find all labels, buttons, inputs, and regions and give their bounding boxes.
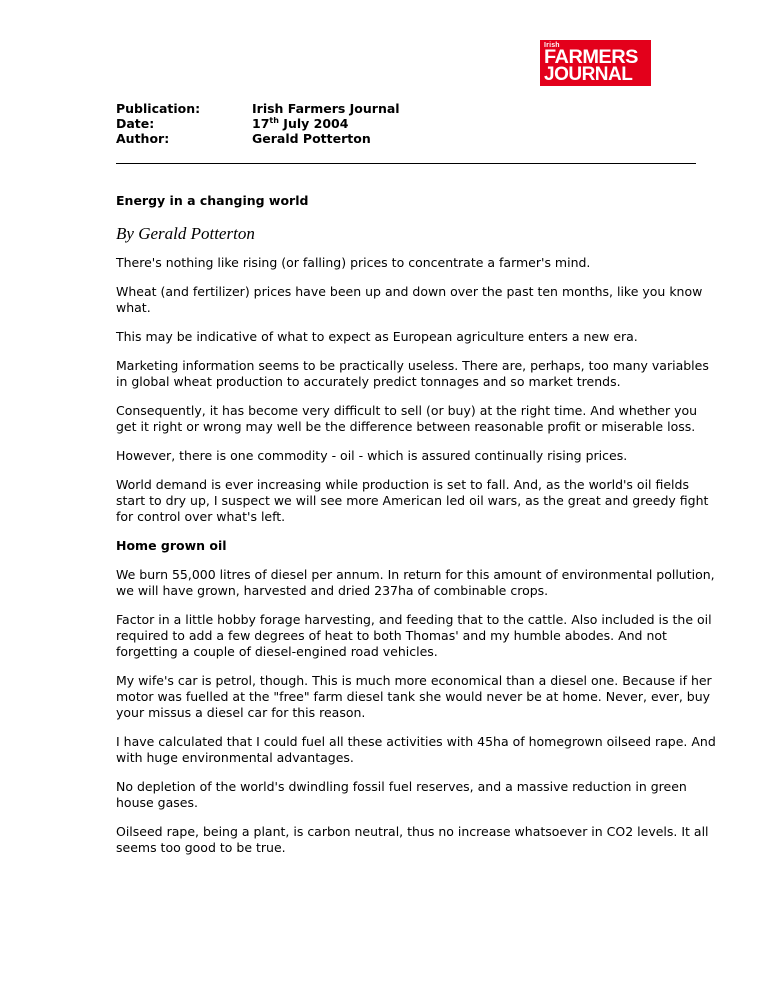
article-byline xyxy=(116,224,255,244)
paragraph: Wheat (and fertilizer) prices have been up and down over the past ten months, like you know what. xyxy=(116,284,703,315)
meta-row-author xyxy=(116,131,400,146)
paragraph: I have calculated that I could fuel all these activities with 45ha of homegrown oilseed rape. And with huge environmental advantages. xyxy=(116,734,716,765)
logo-farmers-text: FARMERS xyxy=(544,47,638,68)
paragraph: No depletion of the world's dwindling fossil fuel reserves, and a massive reduction in green house gases. xyxy=(116,779,687,810)
paragraph: Consequently, it has become very difficult to sell (or buy) at the right time. And whether you get it right or wrong may well be the difference between reasonable profit or miserable loss. xyxy=(116,403,698,434)
section-subheading: Home grown oil xyxy=(116,538,227,553)
paragraph: We burn 55,000 litres of diesel per annum. In return for this amount of environmental pollution, we will have grown, harvested and dried 237ha of combinable crops. xyxy=(116,567,715,598)
publication-label: Publication: xyxy=(116,101,201,116)
paragraph: My wife's car is petrol, though. This is much more economical than a diesel one. Because if her motor was fuelled at the "free" farm diesel tank she would never be at home. Never, ever, buy your missus a diesel car for this reason. xyxy=(116,673,712,720)
date-value xyxy=(252,116,348,131)
date-rest: July 2004 xyxy=(278,116,349,131)
author-label: Author: xyxy=(116,131,170,146)
farmers-journal-logo xyxy=(540,40,651,86)
meta-row-date xyxy=(116,116,400,131)
date-label: Date: xyxy=(116,116,155,131)
paragraph: World demand is ever increasing while production is set to fall. And, as the world's oil fields start to dry up, I suspect we will see more American led oil wars, as the great and greedy fight for control over what's left. xyxy=(116,477,709,524)
paragraph: Factor in a little hobby forage harvesting, and feeding that to the cattle. Also included is the oil required to add a few degrees of heat to both Thomas' and my humble abodes. And not forgetting a couple of diesel-engined road vehicles. xyxy=(116,612,712,659)
logo-journal-text: JOURNAL xyxy=(544,64,633,85)
logo-irish-text: Irish xyxy=(544,42,560,49)
byline-prefix: By xyxy=(116,224,139,243)
date-day: 17 xyxy=(252,116,270,131)
header-divider xyxy=(116,163,696,164)
paragraph: Oilseed rape, being a plant, is carbon neutral, thus no increase whatsoever in CO2 levels. It all seems too good to be true. xyxy=(116,824,709,855)
paragraph: This may be indicative of what to expect as European agriculture enters a new era. xyxy=(116,329,638,344)
byline-author: Gerald Potterton xyxy=(138,224,255,243)
paragraph: There's nothing like rising (or falling) prices to concentrate a farmer's mind. xyxy=(116,255,591,270)
date-suffix: th xyxy=(269,115,279,125)
publication-meta xyxy=(116,101,400,146)
article-headline: Energy in a changing world xyxy=(116,193,309,208)
author-value: Gerald Potterton xyxy=(252,131,371,146)
paragraph: Marketing information seems to be practically useless. There are, perhaps, too many variables in global wheat production to accurately predict tonnages and so market trends. xyxy=(116,358,709,389)
paragraph: However, there is one commodity - oil - which is assured continually rising prices. xyxy=(116,448,628,463)
publication-value: Irish Farmers Journal xyxy=(252,101,400,116)
meta-row-publication xyxy=(116,101,400,116)
article-body xyxy=(116,255,716,869)
